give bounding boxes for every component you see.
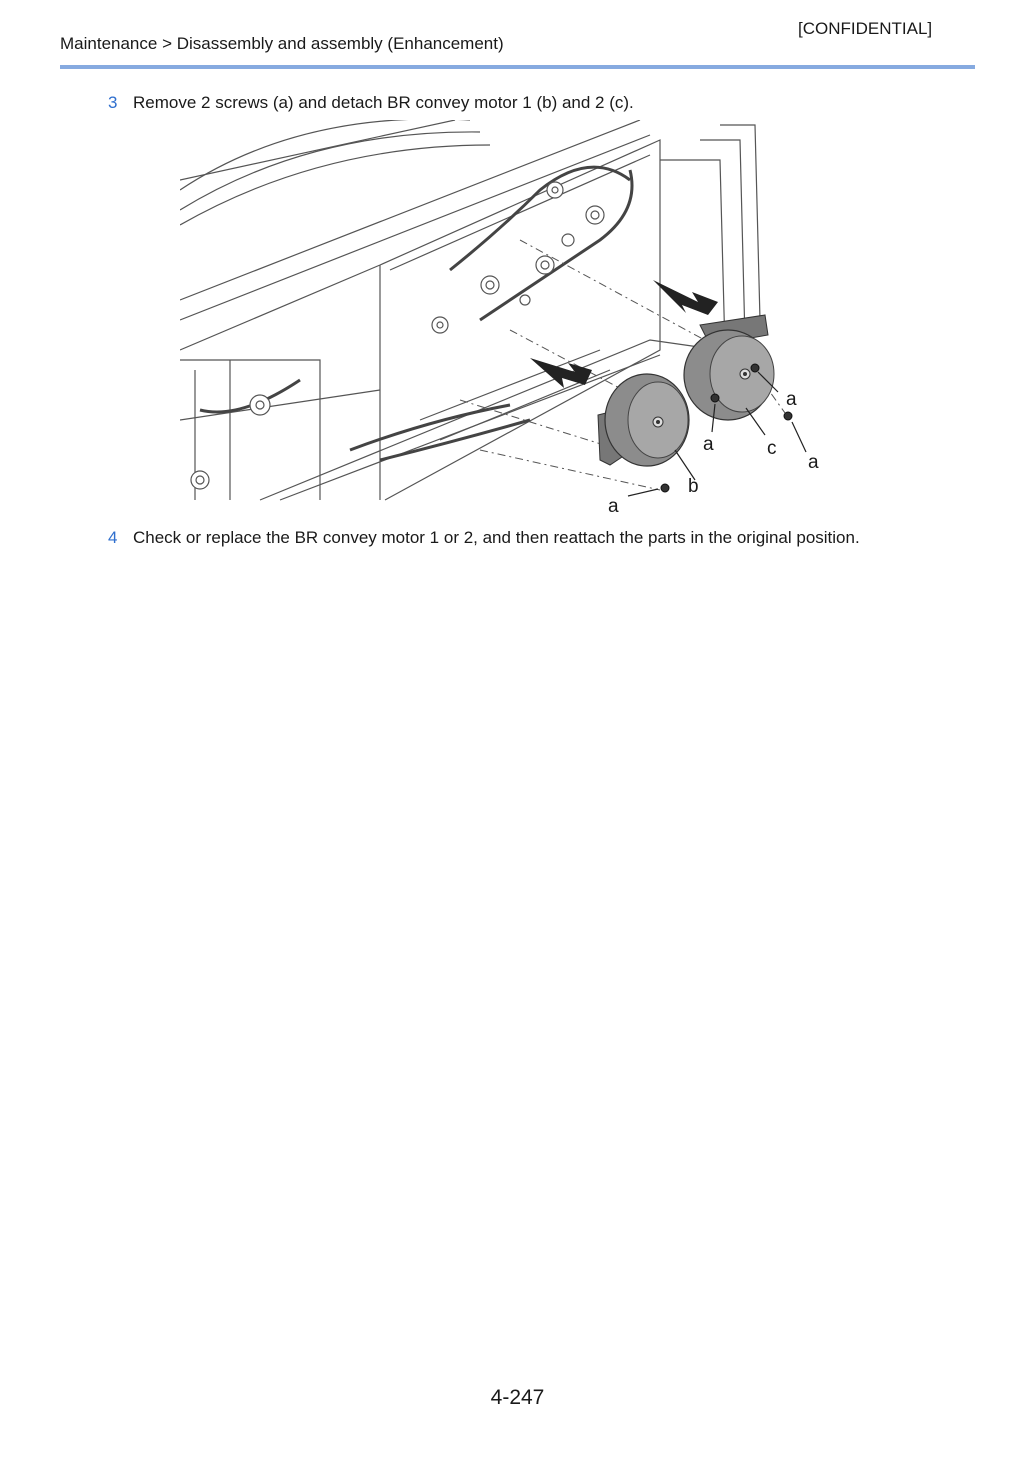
motor-removal-illustration — [180, 120, 830, 520]
callout-a-3: a — [808, 452, 819, 473]
motor-c — [684, 315, 774, 420]
page-number: 4-247 — [490, 1386, 545, 1409]
step-number: 4 — [108, 528, 118, 547]
step-number: 3 — [108, 93, 118, 112]
callout-c: c — [767, 438, 777, 459]
breadcrumb: Maintenance > Disassembly and assembly (Enhancement) — [60, 34, 504, 53]
step-text: Check or replace the BR convey motor 1 or 2, and then reattach the parts in the original position. — [133, 528, 860, 547]
step-4 — [108, 528, 860, 548]
motor-b — [598, 374, 689, 466]
confidential-label: [CONFIDENTIAL] — [798, 19, 933, 38]
callout-b: b — [688, 476, 699, 497]
step-text: Remove 2 screws (a) and detach BR convey motor 1 (b) and 2 (c). — [133, 93, 634, 112]
step-3 — [108, 93, 634, 113]
callout-a-1: a — [786, 389, 797, 410]
callout-a-4: a — [608, 496, 619, 517]
header-divider — [60, 65, 975, 69]
callout-a-2: a — [703, 434, 714, 455]
